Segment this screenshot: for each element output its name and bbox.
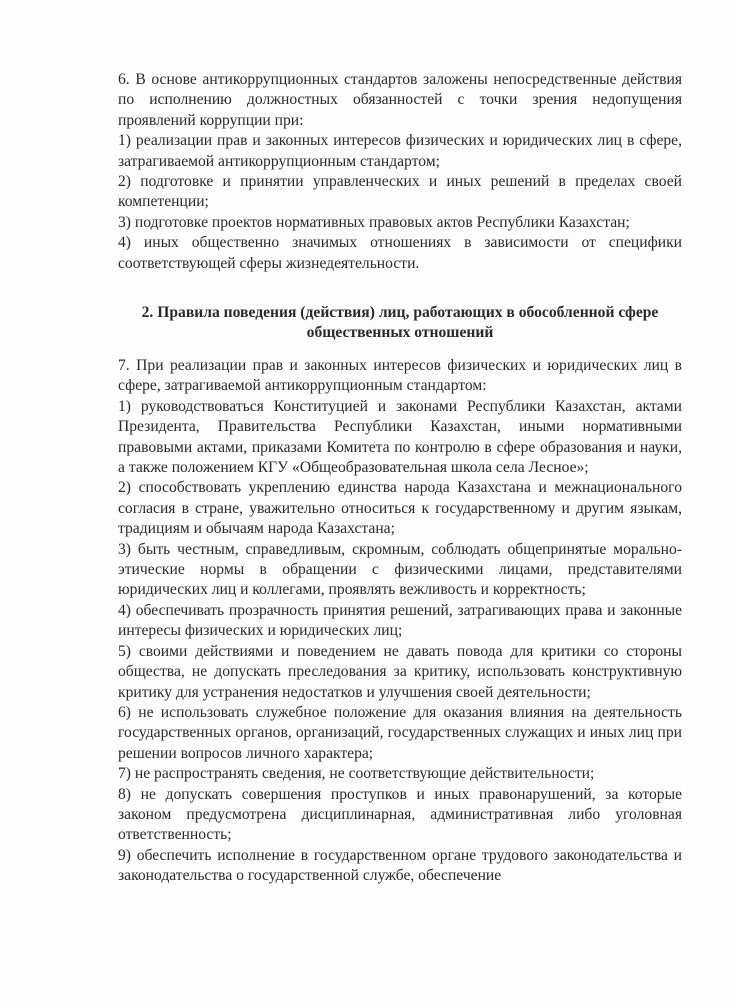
list-item: 5) своими действиями и поведением не давать повода для критики со стороны общества, не допускать преследования за критику, использовать конструктивную критику для устранения недостатков и улучшения своей деятельности; [118,642,682,701]
section-intro [118,70,682,274]
list-item: 7) не распространять сведения, не соответствующие действительности; [118,765,595,783]
section-2-body [118,356,682,887]
list-item: 6) не использовать служебное положение для оказания влияния на деятельность государственных органов, организаций, государственных служащих и иных лиц при решении вопросов личного характера; [118,703,682,762]
paragraph-7: 7. При реализации прав и законных интересов физических и юридических лиц в сфере, затрагиваемой антикоррупционным стандартом: [118,357,682,395]
list-item: 2) подготовке и принятии управленческих и иных решений в пределах своей компетенции; [118,173,682,211]
list-item: 3) быть честным, справедливым, скромным, соблюдать общепринятые морально-этические нормы в обращении с физическими лицами, представителями юридических лиц и коллегами, проявлять вежливость и корректность; [118,540,682,599]
list-item: 4) иных общественно значимых отношениях в зависимости от специфики соответствующей сферы жизнедеятельности. [118,234,682,272]
paragraph-6: 6. В основе антикоррупционных стандартов заложены непосредственные действия по исполнению должностных обязанностей с точки зрения недопущения проявлений коррупции при: [118,71,682,129]
list-item: 2) способствовать укреплению единства народа Казахстана и межнационального согласия в стране, уважительно относиться к государственному и другим языкам, традициям и обычаям народа Казахстана; [118,479,682,538]
list-item: 9) обеспечить исполнение в государственном органе трудового законодательства и законодательства о государственной службе, обеспечение [118,846,682,885]
list-item: 8) не допускать совершения проступков и иных правонарушений, за которые законом предусмотрена дисциплинарная, административная либо уголовная ответственность; [118,785,682,844]
list-item: 4) обеспечивать прозрачность принятия решений, затрагивающих права и законные интересы физических и юридических лиц; [118,601,682,640]
list-item: 1) реализации прав и законных интересов физических и юридических лиц в сфере, затрагиваемой антикоррупционным стандартом; [118,132,682,170]
section-2-heading: 2. Правила поведения (действия) лиц, работающих в обособленной сфере общественных отношений [141,304,659,342]
list-item: 3) подготовке проектов нормативных правовых актов Республики Казахстан; [118,213,630,231]
list-item: 1) руководствоваться Конституцией и законами Республики Казахстан, актами Президента, Правительства Республики Казахстан, иными нормативными правовыми актами, приказами Комитета по контролю в сфере образования и науки, а также положением КГУ «Общеобразовательная школа села Лесное»; [118,397,682,477]
